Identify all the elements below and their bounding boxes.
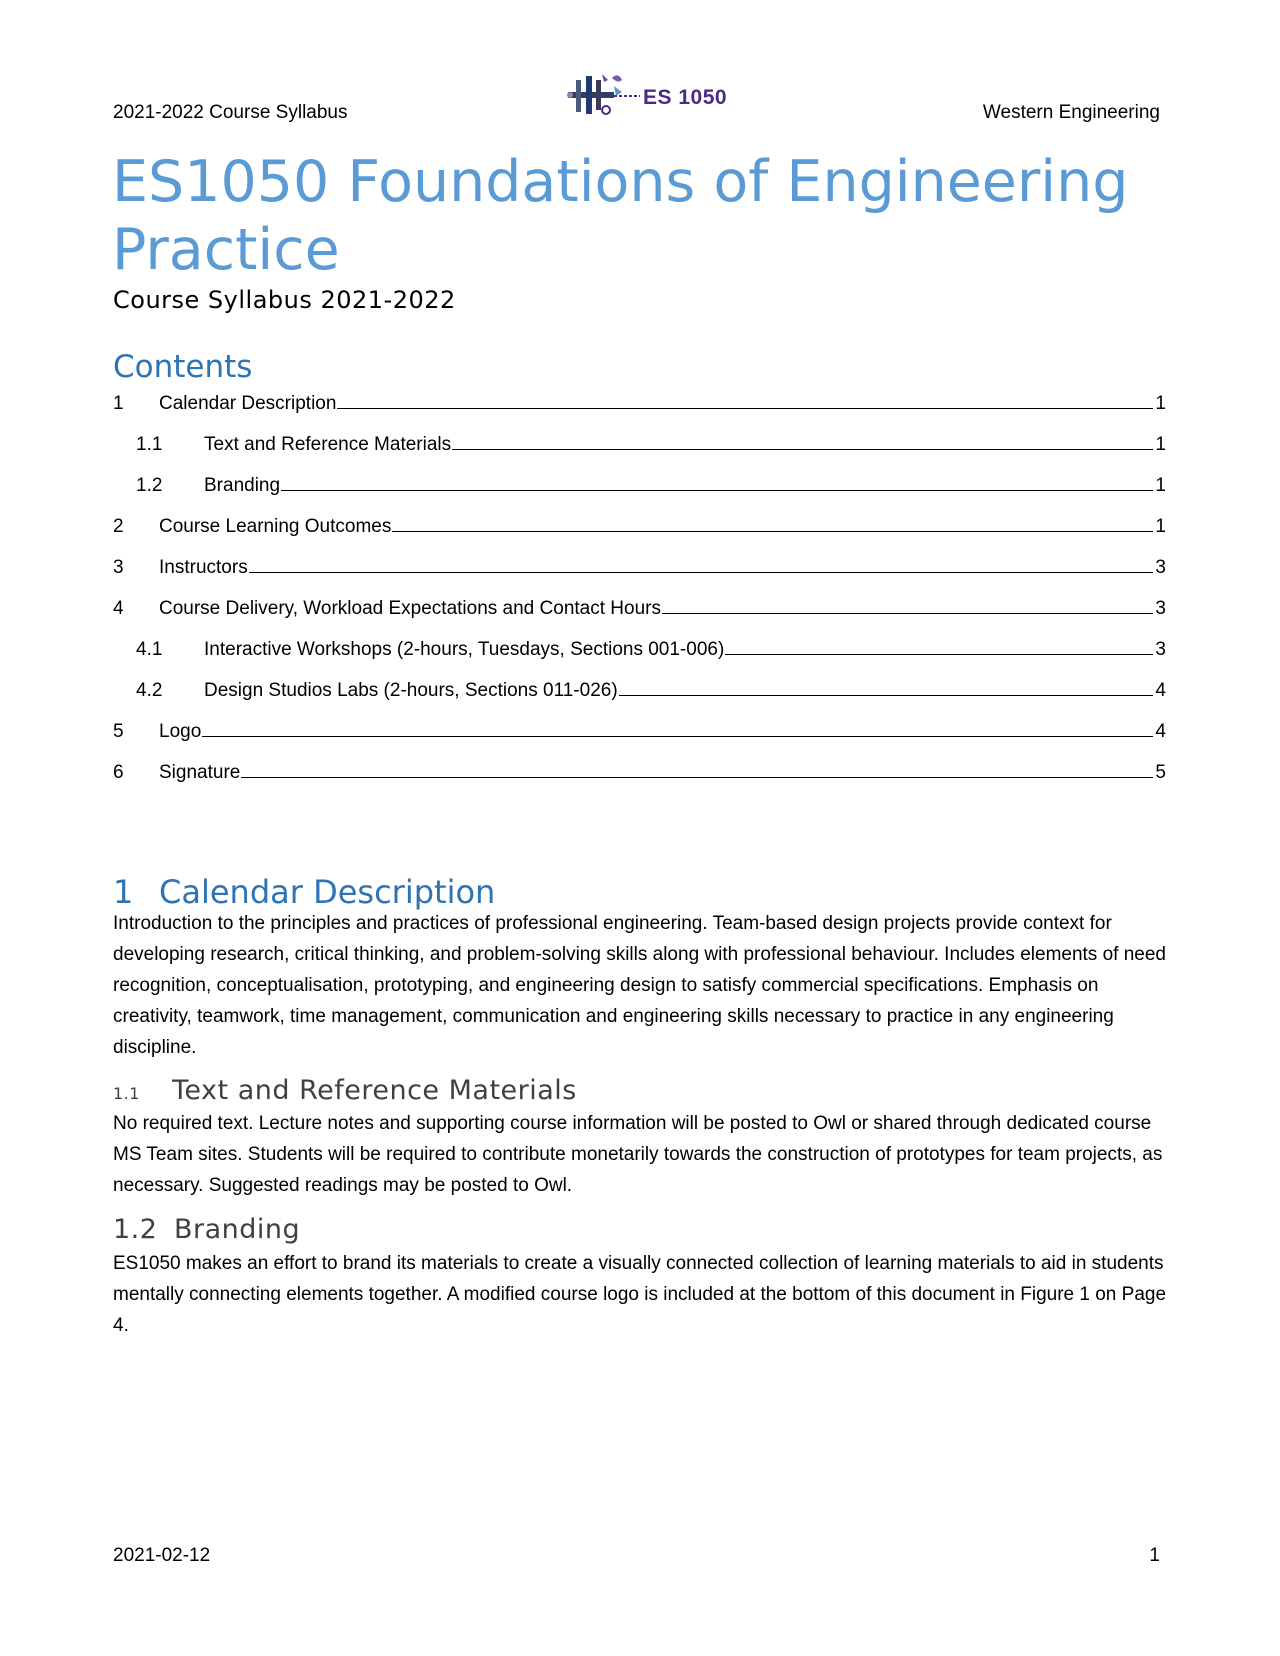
toc-entry-page: 3 — [1155, 598, 1166, 619]
toc-entry-title: Design Studios Labs (2-hours, Sections 011-026) — [204, 680, 618, 701]
toc-entry-calendar-description[interactable] — [113, 388, 1166, 414]
toc-entry-instructors[interactable] — [113, 552, 1166, 578]
toc-entry-number: 1 — [113, 393, 124, 414]
logo-text: ES 1050 — [643, 86, 728, 109]
toc-entry-page: 4 — [1155, 721, 1166, 742]
document-subtitle: Course Syllabus 2021-2022 — [113, 286, 456, 314]
toc-entry-number: 6 — [113, 762, 124, 783]
toc-entry-interactive-workshops[interactable] — [113, 634, 1166, 660]
section-heading-text-and-reference-materials — [113, 1073, 577, 1112]
section-title: Branding — [174, 1214, 301, 1245]
toc-entry-course-delivery[interactable] — [113, 593, 1166, 619]
section-heading-calendar-description — [113, 872, 495, 912]
toc-leader — [662, 593, 1153, 614]
toc-entry-number: 4.2 — [136, 680, 163, 701]
toc-entry-title: Calendar Description — [159, 393, 337, 414]
toc-entry-title: Course Delivery, Workload Expectations and Contact Hours — [159, 598, 661, 619]
toc-entry-title: Course Learning Outcomes — [159, 516, 392, 537]
toc-entry-logo[interactable] — [113, 716, 1166, 742]
toc-entry-number: 4.1 — [136, 639, 163, 660]
toc-entry-page: 4 — [1155, 680, 1166, 701]
toc-entry-title: Signature — [159, 762, 241, 783]
toc-entry-page: 1 — [1155, 475, 1166, 496]
toc-leader — [725, 634, 1153, 655]
toc-leader — [392, 511, 1153, 532]
toc-entry-course-learning-outcomes[interactable] — [113, 511, 1166, 537]
section-number: 1.2 — [113, 1214, 158, 1245]
document-title: ES1050 Foundations of Engineering Practice — [112, 149, 1129, 283]
toc-entry-title: Text and Reference Materials — [204, 434, 452, 455]
toc-entry-number: 2 — [113, 516, 124, 537]
toc-leader — [249, 552, 1154, 573]
footer-page-number: 1 — [1149, 1545, 1160, 1566]
section-title: Text and Reference Materials — [172, 1075, 577, 1106]
toc-entry-title: Branding — [204, 475, 281, 496]
toc-entry-page: 1 — [1155, 393, 1166, 414]
toc-entry-number: 1.2 — [136, 475, 163, 496]
toc-entry-number: 4 — [113, 598, 124, 619]
header-right-text: Western Engineering — [982, 102, 1160, 123]
header-left-text: 2021-2022 Course Syllabus — [113, 102, 348, 123]
toc-entry-title: Instructors — [159, 557, 248, 578]
branding-paragraph: ES1050 makes an effort to brand its materials to create a visually connected collection of learning materials to aid in students mentally connecting elements together. A modified course logo is included at the bottom of this document in Figure 1 on Page 4. — [113, 1253, 1167, 1336]
toc-entry-number: 1.1 — [136, 434, 163, 455]
section-number: 1 — [113, 873, 134, 911]
toc-entry-branding[interactable] — [113, 470, 1166, 496]
toc-leader — [241, 757, 1153, 778]
toc-entry-design-studios-labs[interactable] — [113, 675, 1166, 701]
toc-entry-page: 3 — [1155, 639, 1166, 660]
text-materials-paragraph: No required text. Lecture notes and supporting course information will be posted to Owl or shared through dedicated course MS Team sites. Students will be required to contribute monetarily towards the construction of prototypes for team projects, as necessary. Suggested readings may be posted to Owl. — [113, 1113, 1163, 1196]
section-title: Calendar Description — [159, 873, 496, 911]
toc-leader — [202, 716, 1153, 737]
section-heading-branding — [113, 1212, 300, 1248]
toc-leader — [337, 388, 1153, 409]
toc-entry-title: Interactive Workshops (2-hours, Tuesdays, Sections 001-006) — [204, 639, 725, 660]
toc-entry-title: Logo — [159, 721, 202, 742]
toc-leader — [452, 429, 1153, 450]
toc-entry-page: 1 — [1155, 516, 1166, 537]
footer-date: 2021-02-12 — [113, 1545, 211, 1566]
calendar-description-paragraph: Introduction to the principles and practices of professional engineering. Team-based design projects provide context for developing research, critical thinking, and problem-solving skills along with professional behaviour. Includes elements of need recognition, conceptualisation, prototyping, and engineering design to satisfy commercial specifications. Emphasis on creativity, teamwork, time management, communication and engineering skills necessary to practice in any engineering discipline. — [113, 913, 1166, 1058]
toc-entry-page: 5 — [1155, 762, 1166, 783]
toc-entry-signature[interactable] — [113, 757, 1166, 783]
toc-entry-page: 3 — [1155, 557, 1166, 578]
toc-leader — [619, 675, 1154, 696]
toc-leader — [281, 470, 1153, 491]
toc-entry-number: 3 — [113, 557, 124, 578]
toc-entry-text-and-reference-materials[interactable] — [113, 429, 1166, 455]
section-number: 1.1 — [113, 1084, 140, 1103]
toc-entry-number: 5 — [113, 721, 124, 742]
toc-entry-page: 1 — [1155, 434, 1166, 455]
contents-heading: Contents — [113, 349, 253, 385]
